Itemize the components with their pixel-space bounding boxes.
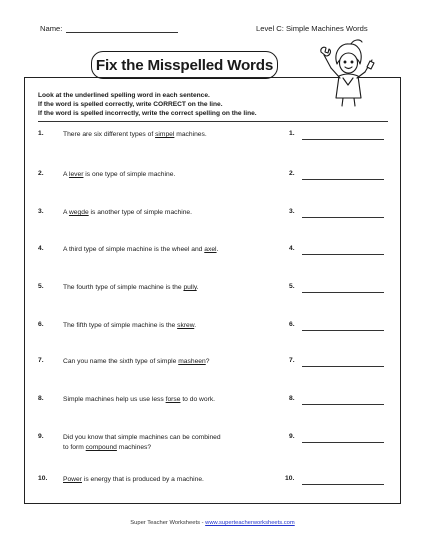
underlined-word: forse (165, 396, 181, 403)
underlined-word: Power (63, 476, 82, 483)
instructions (38, 91, 257, 118)
underlined-word: axel (204, 246, 217, 253)
footer-brand: Super Teacher Worksheets (130, 520, 200, 526)
girl-with-wrench-icon (317, 38, 377, 108)
underlined-word: skrew (177, 322, 195, 329)
name-line[interactable] (66, 24, 178, 33)
underlined-word: pully (183, 284, 197, 291)
question-number: 9. (38, 433, 44, 440)
answer-line[interactable] (302, 395, 384, 405)
question-number: 8. (38, 395, 44, 402)
level-label: Level C: Simple Machines Words (256, 24, 368, 33)
question-sentence: A third type of simple machine is the wheel and axel. (63, 246, 219, 253)
answer-line[interactable] (302, 321, 384, 331)
answer-number: 6. (289, 321, 295, 328)
question-sentence: A lever is one type of simple machine. (63, 171, 176, 178)
name-label: Name: (40, 24, 63, 33)
question-number: 7. (38, 357, 44, 364)
underlined-word: compound (85, 444, 117, 451)
answer-line[interactable] (302, 475, 384, 485)
question-sentence: Power is energy that is produced by a machine. (63, 476, 204, 483)
underlined-word: masheen (178, 358, 206, 365)
answer-line[interactable] (302, 170, 384, 180)
answer-line[interactable] (302, 357, 384, 367)
question-number: 4. (38, 245, 44, 252)
answer-number: 8. (289, 395, 295, 402)
answer-number: 10. (285, 475, 295, 482)
question-number: 10. (38, 475, 48, 482)
worksheet-title: Fix the Misspelled Words (91, 51, 278, 79)
footer-link[interactable]: www.superteacherworksheets.com (205, 520, 295, 526)
name-field (40, 24, 178, 33)
underlined-word: lever (68, 171, 84, 178)
answer-number: 1. (289, 130, 295, 137)
answer-line[interactable] (302, 433, 384, 443)
question-sentence: The fourth type of simple machine is the pully. (63, 284, 199, 291)
question-sentence: Simple machines help us use less forse to do work. (63, 396, 216, 403)
underlined-word: wegde (68, 209, 89, 216)
answer-line[interactable] (302, 130, 384, 140)
answer-number: 3. (289, 208, 295, 215)
question-sentence: A wegde is another type of simple machine. (63, 209, 193, 216)
footer (0, 520, 425, 526)
underlined-word: simpel (155, 131, 175, 138)
instructions-divider (38, 121, 388, 122)
question-number: 5. (38, 283, 44, 290)
answer-number: 2. (289, 170, 295, 177)
answer-number: 4. (289, 245, 295, 252)
answer-number: 7. (289, 357, 295, 364)
instruction-line: Look at the underlined spelling word in each sentence. (38, 92, 210, 99)
question-sentence: Did you know that simple machines can be combined to form compound machines? (63, 434, 221, 451)
question-number: 6. (38, 321, 44, 328)
instruction-line: If the word is spelled correctly, write CORRECT on the line. (38, 101, 223, 108)
answer-number: 5. (289, 283, 295, 290)
answer-line[interactable] (302, 245, 384, 255)
instruction-line: If the word is spelled incorrectly, write the correct spelling on the line. (38, 110, 257, 117)
question-number: 1. (38, 130, 44, 137)
question-sentence: Can you name the sixth type of simple masheen? (63, 358, 210, 365)
question-sentence: There are six different types of simpel machines. (63, 131, 207, 138)
question-sentence: The fifth type of simple machine is the skrew. (63, 322, 197, 329)
answer-line[interactable] (302, 283, 384, 293)
footer-separator: - (199, 520, 206, 526)
answer-number: 9. (289, 433, 295, 440)
question-number: 2. (38, 170, 44, 177)
answer-line[interactable] (302, 208, 384, 218)
question-number: 3. (38, 208, 44, 215)
